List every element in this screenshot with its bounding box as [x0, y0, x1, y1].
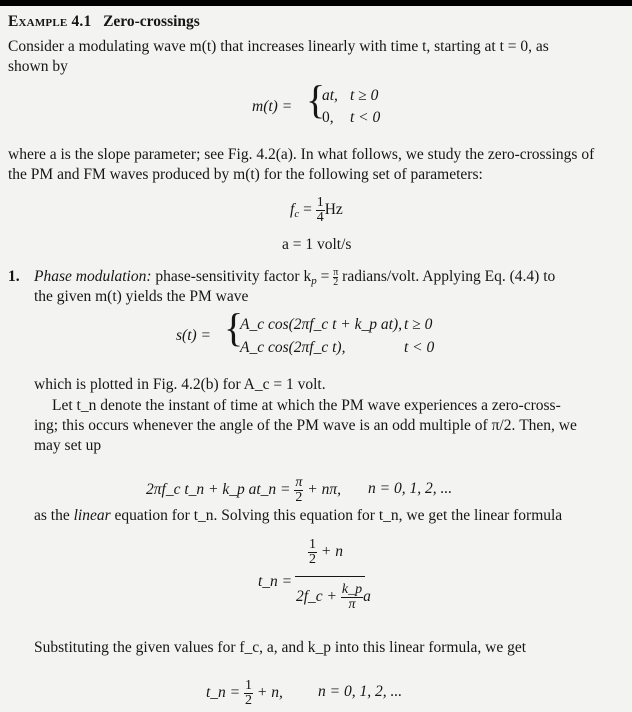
- intro-line-1: [8, 37, 549, 57]
- formula-num-a: 1: [309, 537, 316, 552]
- m-case-2-cond: [350, 108, 380, 128]
- equation-m-lhs: [252, 97, 292, 117]
- fc-unit: Hz: [324, 201, 343, 219]
- s-case-1-cond: [404, 315, 432, 335]
- brace-icon: {: [224, 305, 244, 350]
- fc-eq: =: [299, 201, 316, 219]
- equation-s-lhs: [176, 326, 211, 346]
- item1-number-text: 1.: [8, 268, 20, 285]
- item1-number: [8, 267, 20, 287]
- example-heading: [8, 12, 200, 32]
- formula-numerator: [308, 538, 343, 567]
- intro-text-2: shown by: [8, 58, 68, 75]
- m-case-2: [322, 108, 334, 128]
- s-case2-cond: t < 0: [404, 339, 435, 356]
- para3-line-4: [34, 436, 101, 456]
- para2-line-1: [8, 145, 594, 165]
- final-num: 1: [245, 678, 253, 693]
- fc-den: 4: [316, 210, 324, 225]
- kp-eq: =: [316, 268, 334, 285]
- formula-den-a: 2f_c +: [296, 588, 338, 606]
- m-case2-cond: t < 0: [350, 109, 381, 126]
- para2-line-2: [8, 165, 483, 185]
- kp-num: π: [333, 266, 339, 278]
- example-title: Zero-crossings: [103, 13, 200, 30]
- item1-tail: radians/volt. Applying Eq. (4.4) to: [338, 268, 556, 285]
- m-case-1: [322, 86, 338, 106]
- para4-line-1: [34, 506, 562, 526]
- intro-line-2: [8, 57, 68, 77]
- para2-text-1: where a is the slope parameter; see Fig. 4.2(a). In what follows, we study the zero-crossings of: [8, 146, 595, 163]
- para3-line-2: [52, 396, 561, 416]
- m-case-1-cond: [350, 86, 378, 106]
- para3-text-3: ing; this occurs whenever the angle of the PM wave is an odd multiple of π/2. Then, we: [34, 417, 577, 434]
- brace-icon: {: [306, 77, 326, 122]
- m-case1-expr: at,: [322, 87, 338, 104]
- para3-text-2: Let t_n denote the instant of time at which the PM wave experiences a zero-cross-: [52, 397, 561, 414]
- final-lhs: t_n =: [206, 684, 241, 702]
- fc-fraction: [316, 196, 325, 225]
- kp-den: 2: [333, 276, 339, 288]
- formula-den-b: k_p: [341, 582, 363, 597]
- formula-fraction-bar: [295, 576, 365, 577]
- final-cond: [318, 682, 402, 702]
- equation-final: [206, 679, 283, 708]
- para4-a: as the: [34, 507, 74, 524]
- s-case1-expr: A_c cos(2πf_c t + k_p at),: [240, 316, 402, 333]
- kp-sub: p: [311, 275, 317, 287]
- tn-lhs: 2πf_c t_n + k_p at_n =: [146, 481, 291, 499]
- item1-lead: Phase modulation:: [34, 268, 152, 285]
- formula-den-fraction: [341, 583, 363, 612]
- fc-symbol: f: [290, 201, 295, 219]
- intro-text-1: Consider a modulating wave m(t) that increases linearly with time t, starting at t = 0, as: [8, 38, 549, 55]
- tn-num: π: [295, 475, 303, 490]
- para3-text-1: which is plotted in Fig. 4.2(b) for A_c = 1 volt.: [34, 376, 326, 393]
- formula-den-c: π: [348, 597, 356, 612]
- item1-text-2: the given m(t) yields the PM wave: [34, 288, 249, 305]
- m-lhs: m(t) =: [252, 98, 293, 115]
- formula-denominator: [296, 583, 371, 612]
- a-line: a = 1 volt/s: [282, 236, 352, 253]
- equation-tn: [146, 476, 341, 505]
- m-case1-cond: t ≥ 0: [350, 87, 379, 104]
- fc-sub: c: [294, 208, 300, 221]
- para5-line-1: [34, 638, 526, 658]
- s-case2-expr: A_c cos(2πf_c t),: [240, 339, 346, 356]
- final-fraction: [244, 679, 253, 708]
- param-a: [282, 235, 351, 255]
- para3-text-4: may set up: [34, 437, 102, 454]
- m-case2-expr: 0,: [322, 109, 334, 126]
- item1-line-2: [34, 287, 248, 307]
- tn-rhs: + nπ,: [307, 481, 341, 499]
- formula-num-c: + n: [320, 543, 343, 561]
- s-case-2-cond: [404, 338, 434, 358]
- para2-text-2: the PM and FM waves produced by m(t) for the following set of parameters:: [8, 166, 483, 183]
- final-rhs: + n,: [256, 684, 283, 702]
- para5-text-1: Substituting the given values for f_c, a, and k_p into this linear formula, we get: [34, 639, 527, 656]
- para4-b: linear: [73, 507, 111, 524]
- item1-line-1: [34, 267, 555, 287]
- item1-rest: phase-sensitivity factor k: [151, 268, 312, 285]
- para4-c: equation for t_n. Solving this equation for t_n, we get the linear formula: [110, 507, 563, 524]
- s-lhs: s(t) =: [176, 327, 211, 344]
- s-case1-cond: t ≥ 0: [404, 316, 433, 333]
- formula-num-fraction: [308, 538, 317, 567]
- param-fc: [290, 196, 343, 225]
- tn-den: 2: [295, 490, 303, 505]
- formula-lhs-text: t_n =: [258, 573, 293, 590]
- fc-num: 1: [316, 195, 324, 210]
- formula-lhs: [258, 572, 292, 592]
- final-cond-text: n = 0, 1, 2, ...: [318, 683, 403, 700]
- example-label: Example 4.1: [8, 13, 92, 30]
- tn-cond-text: n = 0, 1, 2, ...: [368, 480, 453, 497]
- formula-den-d: a: [363, 588, 371, 606]
- s-case-1: [240, 315, 402, 335]
- formula-num-b: 2: [309, 552, 316, 567]
- tn-cond: [368, 479, 452, 499]
- final-den: 2: [245, 693, 253, 708]
- para3-line-3: [34, 416, 577, 436]
- s-case-2: [240, 338, 345, 358]
- tn-fraction: [294, 476, 303, 505]
- para3-line-1: [34, 375, 326, 395]
